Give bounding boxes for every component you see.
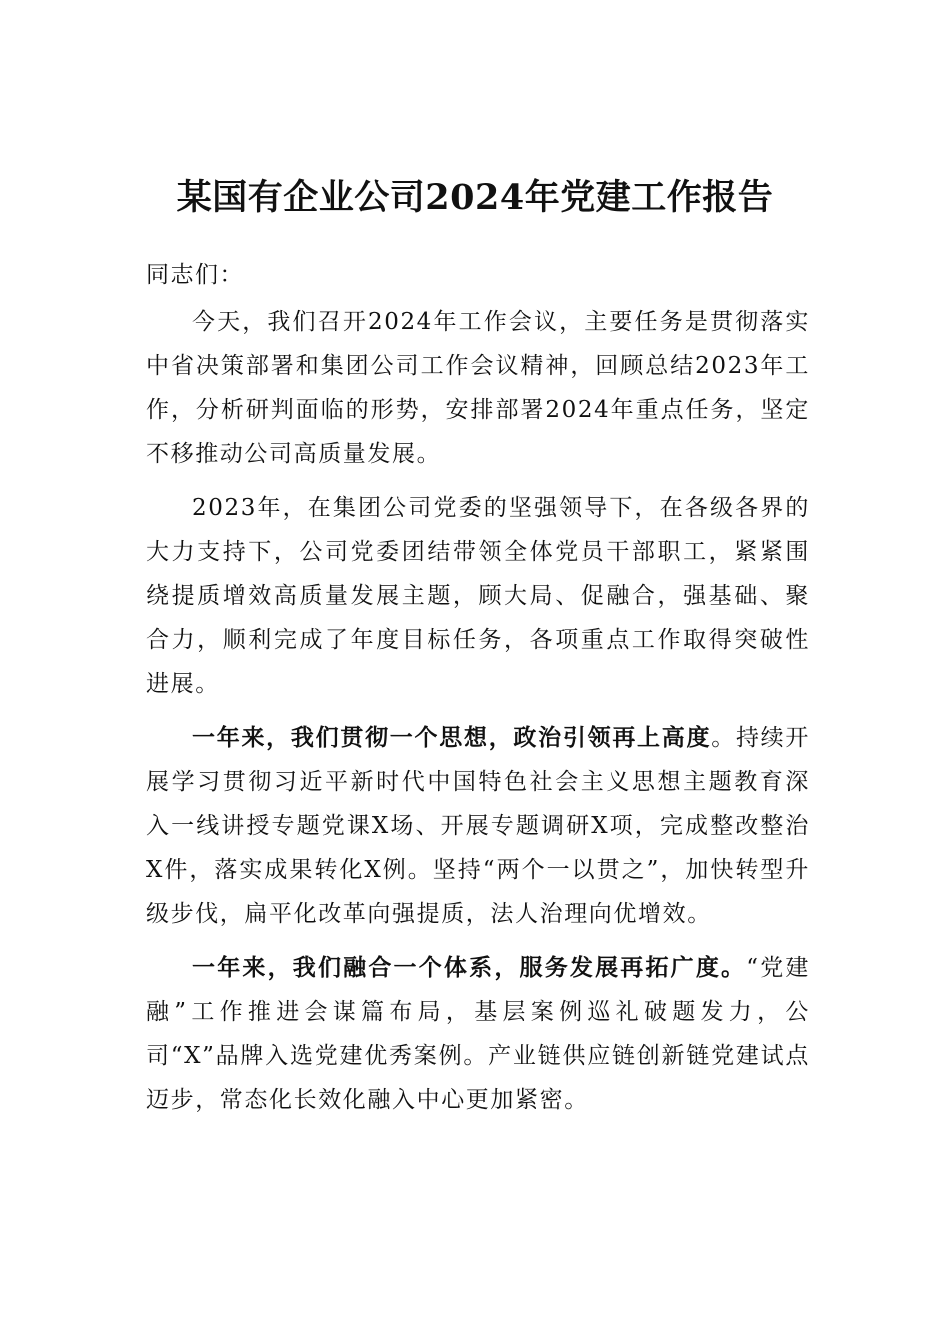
paragraph-text: 2023年，在集团公司党委的坚强领导下，在各级各界的大力支持下，公司党委团结带领全体党员干部职工，紧紧围绕提质增效高质量发展主题，顾大局、促融合，强基础、聚合力，顺利完成了年度目标任务，各项重点工作取得突破性进展。 [146,495,810,697]
paragraph-intro [146,300,810,476]
paragraph-2023-summary [146,486,810,706]
paragraph-integration-system [146,946,810,1122]
salutation: 同志们： [146,262,244,288]
paragraph-text: “党建融”工作推进会谋篇布局，基层案例巡礼破题发力，公司“X”品牌入选党建优秀案例。产业链供应链创新链党建试点迈步，常态化长效化融入中心更加紧密。 [146,955,810,1113]
paragraph-lead: 一年来，我们贯彻一个思想，政治引领再上高度 [192,724,712,751]
paragraph-lead: 一年来，我们融合一个体系，服务发展再拓广度。 [192,954,747,981]
paragraph-political-leadership [146,716,810,936]
document-body [146,252,810,1132]
paragraph-text: 今天，我们召开2024年工作会议，主要任务是贯彻落实中省决策部署和集团公司工作会议精神，回顾总结2023年工作，分析研判面临的形势，安排部署2024年重点任务，坚定不移推动公司高质量发展。 [146,309,810,467]
paragraph-text: 。持续开展学习贯彻习近平新时代中国特色社会主义思想主题教育深入一线讲授专题党课X场、开展专题调研X项，完成整改整治X件，落实成果转化X例。坚持“两个一以贯之”，加快转型升级步伐，扁平化改革向强提质，法人治理向优增效。 [146,725,810,927]
document-title: 某国有企业公司2024年党建工作报告 [176,177,774,218]
